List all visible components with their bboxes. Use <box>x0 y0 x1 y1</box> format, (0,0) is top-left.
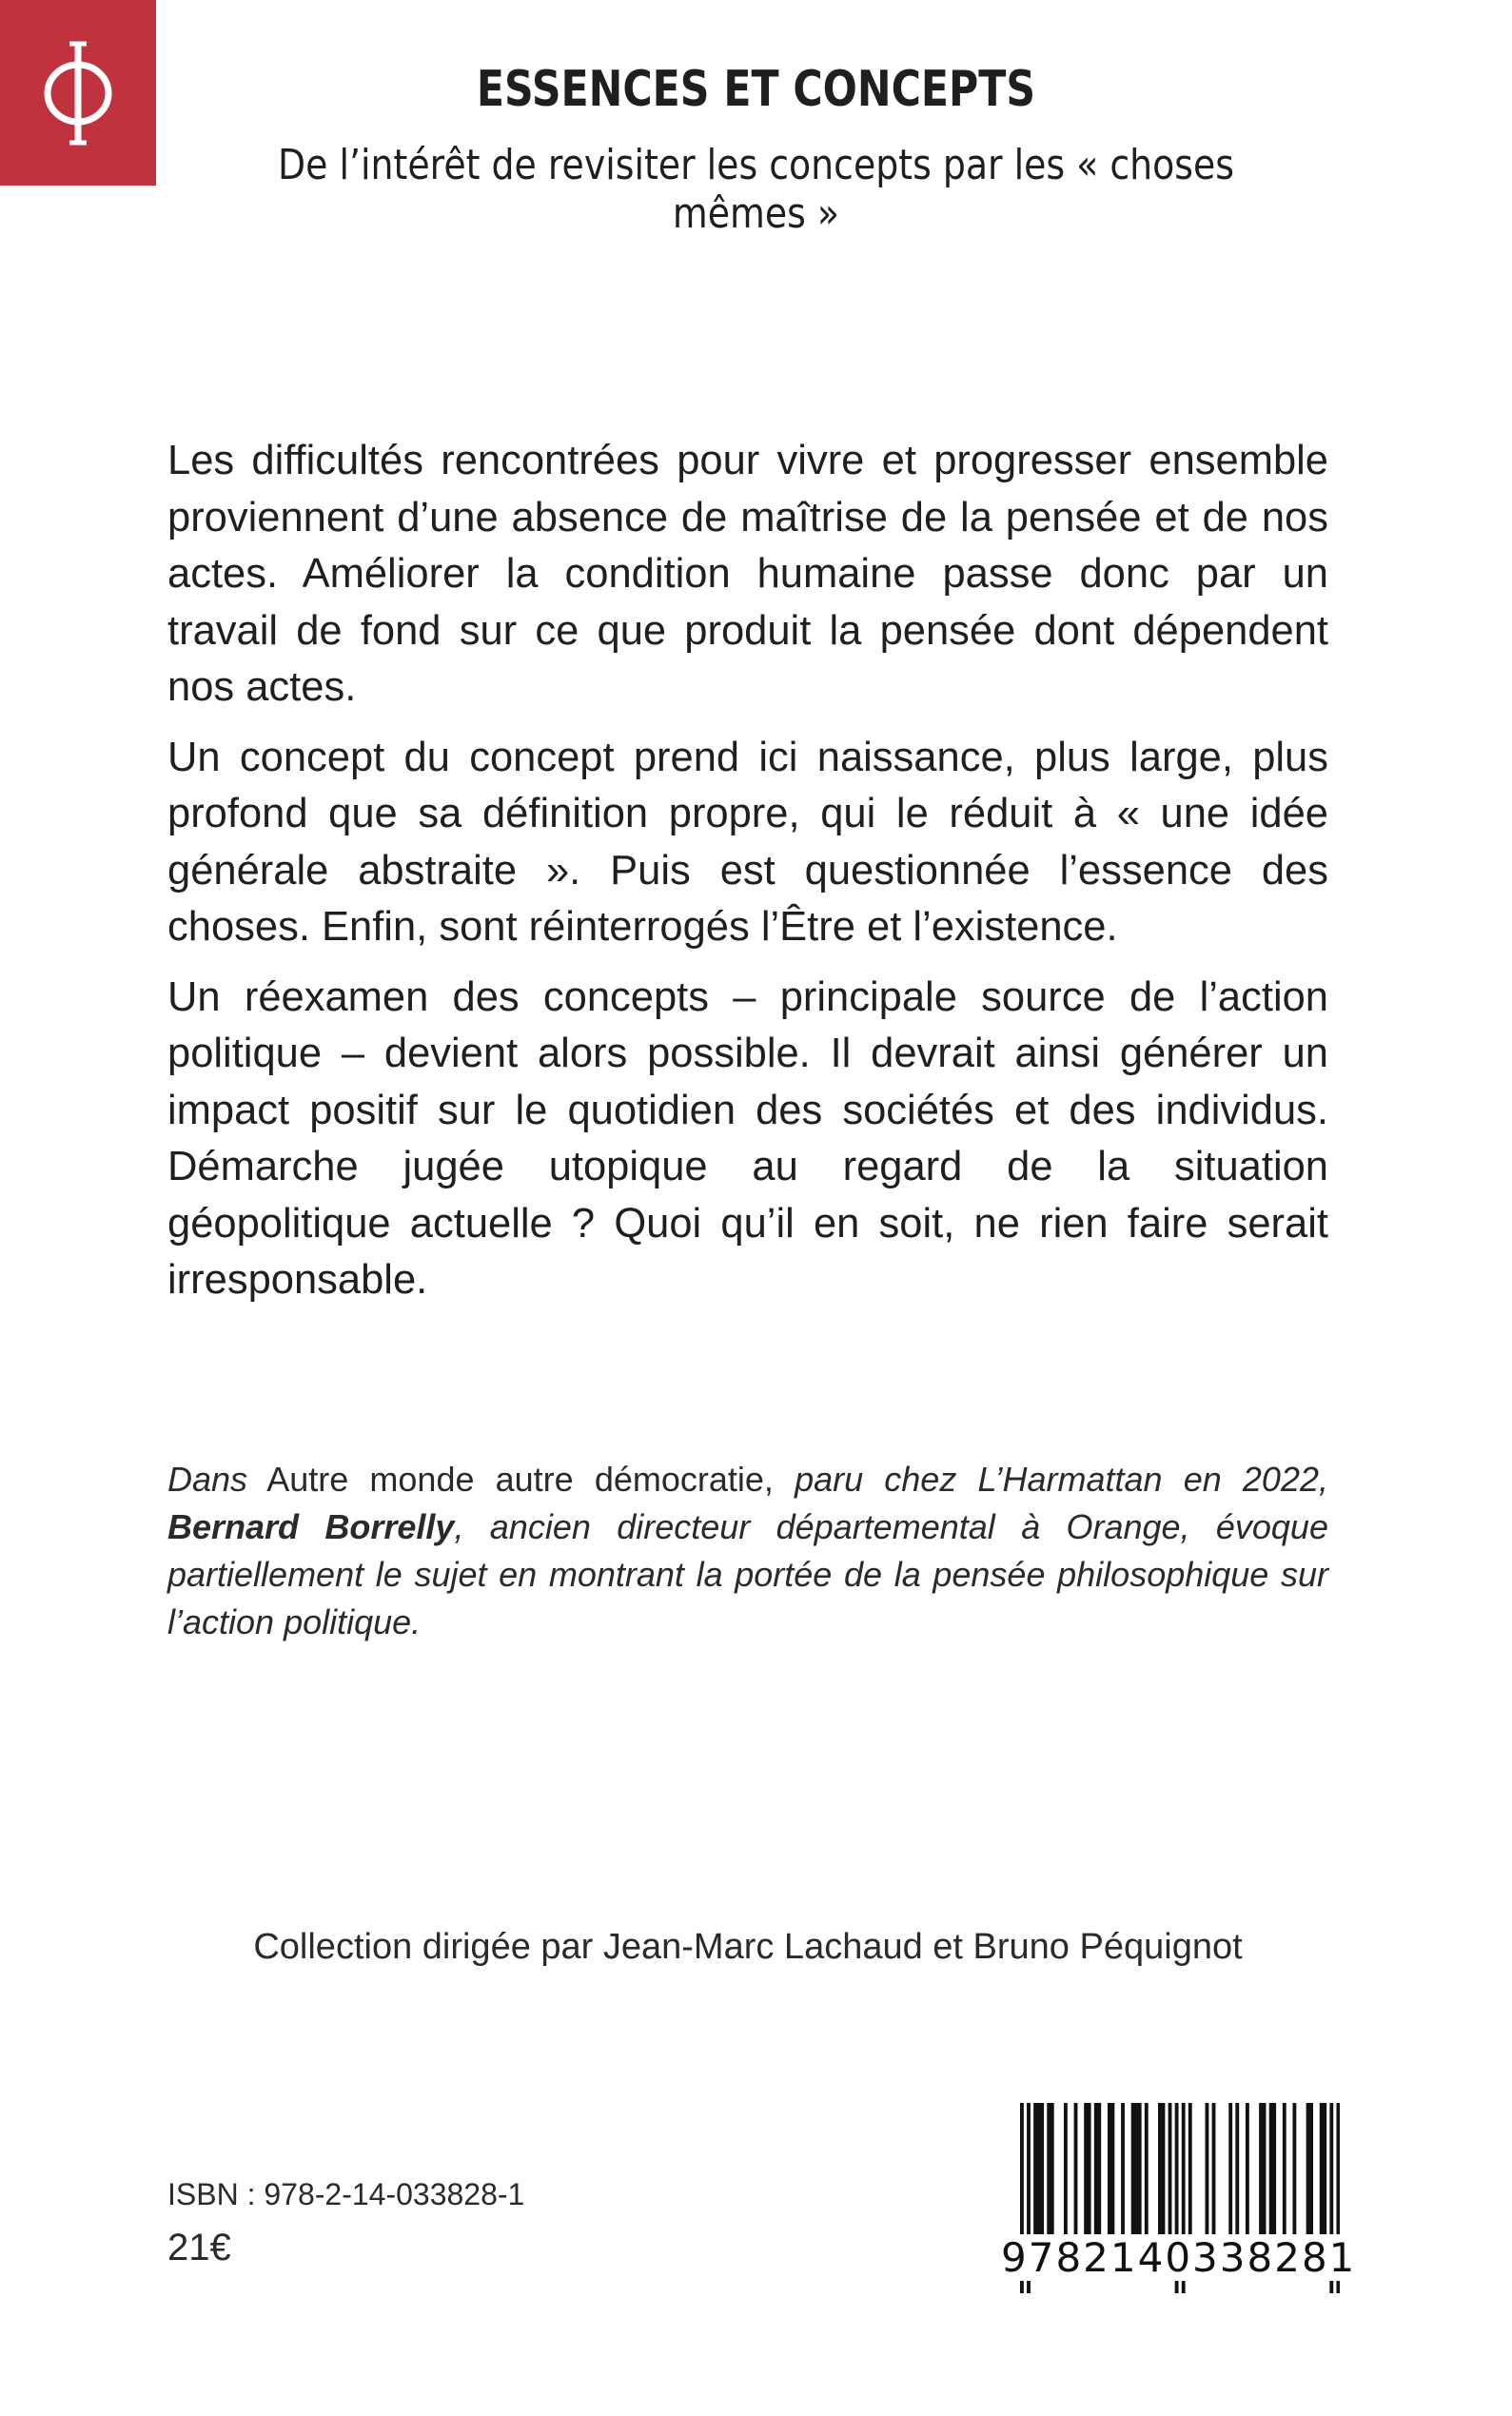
barcode-bar <box>1306 2103 1310 2236</box>
barcode-bar <box>1138 2103 1142 2236</box>
barcode-bar <box>1074 2103 1078 2236</box>
barcode-bar <box>1134 2103 1138 2236</box>
author-note-prefix: Dans <box>167 1460 248 1499</box>
barcode-bar <box>1228 2103 1232 2236</box>
barcode-bar <box>1246 2103 1249 2236</box>
barcode-bar <box>1088 2103 1091 2236</box>
author-name: Bernard Borrelly <box>167 1507 455 1546</box>
barcode-bar <box>1110 2103 1114 2236</box>
author-note <box>167 1456 1328 1646</box>
blurb-paragraph: Un concept du concept prend ici naissance, plus large, plus profond que sa définition propre, qui le réduit à « une idée générale abstraite ». Puis est questionnée l’essence des choses. Enfin, sont réinterrogés l’Être et l’existence. <box>167 734 1328 950</box>
publisher-logo <box>0 0 156 186</box>
barcode-bar <box>1320 2103 1324 2236</box>
barcode-bar <box>1033 2103 1037 2236</box>
barcode-bar <box>1259 2103 1263 2236</box>
barcode-bar <box>1051 2103 1054 2236</box>
subtitle: De l’intérêt de revisiter les concepts par les « choses mêmes » <box>278 141 1234 238</box>
barcode-bar <box>1206 2103 1209 2236</box>
barcode-bar <box>1283 2103 1286 2236</box>
collection-credit: Collection dirigée par Jean-Marc Lachaud et Bruno Péquignot <box>253 1927 1243 1967</box>
barcode-bar <box>1162 2103 1166 2236</box>
barcode-bar <box>1168 2103 1172 2236</box>
phi-logo-icon <box>35 36 121 150</box>
barcode-bar <box>1158 2103 1162 2236</box>
author-note-book-title: Autre monde autre démocratie, <box>266 1460 774 1499</box>
barcode-bar <box>1037 2103 1041 2236</box>
price: 21€ <box>167 2227 231 2269</box>
barcode-bar <box>1040 2103 1044 2236</box>
barcode-bar <box>1084 2103 1088 2236</box>
isbn: ISBN : 978-2-14-033828-1 <box>167 2177 525 2211</box>
barcode-bar <box>1064 2103 1068 2236</box>
barcode-bar <box>1131 2103 1135 2236</box>
barcode-bar <box>1272 2103 1276 2236</box>
barcode-bar <box>1108 2103 1111 2236</box>
author-note-middle: paru chez L’Harmattan en 2022, <box>795 1460 1328 1499</box>
series-title: ESSENCES ET CONCEPTS <box>476 61 1036 118</box>
barcode-number: 9782140338281 <box>1001 2234 1357 2281</box>
barcode-bar <box>1145 2103 1149 2236</box>
barcode-bar <box>1292 2103 1296 2236</box>
barcode-bar <box>1047 2103 1051 2236</box>
barcode-bar <box>1121 2103 1125 2236</box>
barcode-bar <box>1235 2103 1239 2236</box>
barcode-bar <box>1097 2103 1101 2236</box>
back-cover-blurb <box>167 433 1328 1323</box>
author-note-rest: , ancien directeur départemental à Orange, évoque partiellement le sujet en montrant la portée de la pensée philosophique sur l’action politique. <box>167 1507 1328 1641</box>
barcode-bar <box>1323 2103 1326 2236</box>
blurb-paragraph: Les difficultés rencontrées pour vivre et progresser ensemble proviennent d’une absence de maîtrise de la pensée et de nos actes. Améliorer la condition humaine passe donc par un travail de fond sur ce que produit la pensée dont dépendent nos actes. <box>167 438 1328 710</box>
barcode-bar <box>1309 2103 1313 2236</box>
blurb-paragraph: Un réexamen des concepts – principale source de l’action politique – devient alors possible. Il devrait ainsi générer un impact positif sur le quotidien des sociétés et des individus. Démarche jugée utopique au regard de la situation géopolitique actuelle ? Quoi qu’il en soit, ne rien faire serait irresponsable. <box>167 973 1328 1303</box>
barcode-bar <box>1263 2103 1267 2236</box>
barcode-bar <box>1212 2103 1216 2236</box>
barcode-bar <box>1188 2103 1192 2236</box>
barcode-bar <box>1269 2103 1273 2236</box>
barcode-bar <box>1094 2103 1098 2236</box>
